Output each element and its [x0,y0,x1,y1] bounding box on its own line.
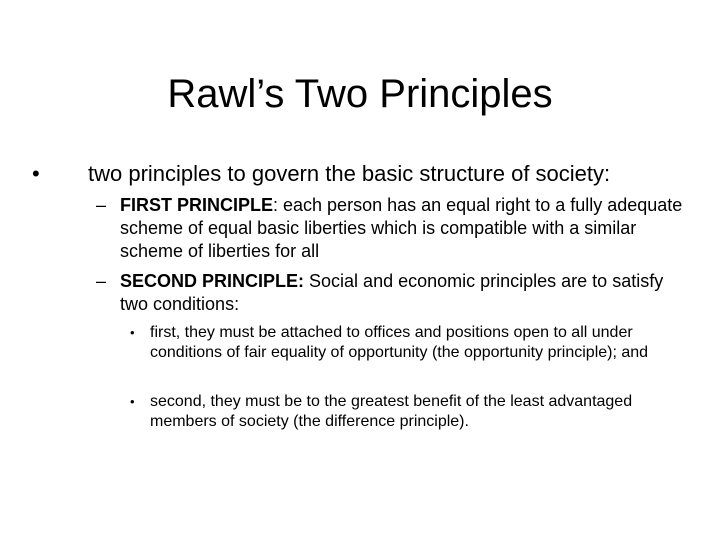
first-principle-text [120,194,690,263]
slide-title: Rawl’s Two Principles [167,72,553,116]
bullet-marker: • [130,394,135,409]
first-principle-label: FIRST PRINCIPLE [120,195,274,215]
condition-text: first, they must be attached to offices and positions open to all under conditions of fair equality of opportunity (the opportunity principle); and [150,324,649,361]
condition-text: second, they must be to the greatest benefit of the least advantaged members of society (the difference principle). [150,393,633,430]
bullet-text: two principles to govern the basic structure of society: [88,161,611,186]
second-principle-label: SECOND PRINCIPLE: [120,271,305,291]
dash-marker: – [96,195,107,215]
second-principle-body: Social and economic principles are to satisfy two conditions: [120,271,664,314]
bullet-marker: • [32,161,40,186]
first-principle-body: : each person has an equal right to a fully adequate scheme of equal basic liberties which is compatible with a similar scheme of liberties for all [120,195,683,261]
dash-marker: – [96,271,107,291]
bullet-marker: • [130,325,135,340]
second-principle-text [120,270,690,316]
